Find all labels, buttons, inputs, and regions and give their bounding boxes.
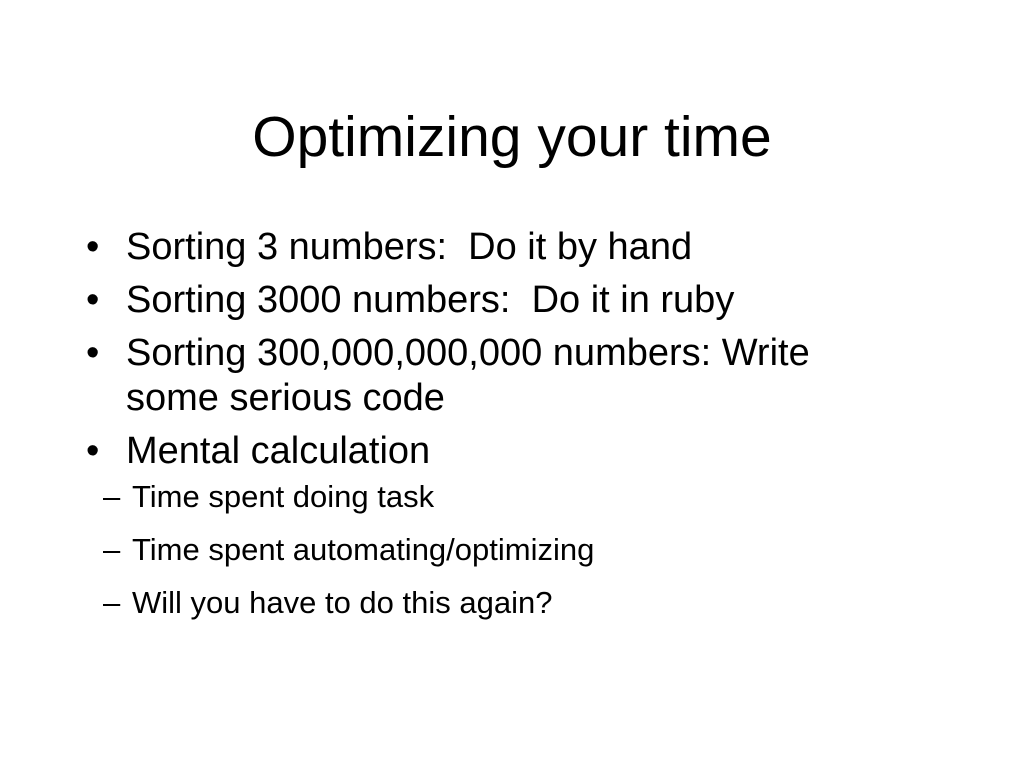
bullet-marker: • <box>86 279 100 321</box>
sub-bullet-text: Will you have to do this again? <box>132 585 553 620</box>
sub-bullet-marker: – <box>103 532 121 567</box>
sub-bullet-marker: – <box>103 479 121 514</box>
sub-bullet-item <box>86 584 986 622</box>
bullet-text: Sorting 3 numbers: Do it by hand <box>126 226 693 268</box>
bullet-marker: • <box>86 430 100 472</box>
sub-bullet-item <box>86 531 986 569</box>
bullet-item <box>86 331 846 421</box>
bullet-list <box>86 225 986 637</box>
bullet-item <box>86 225 986 270</box>
bullet-text: Mental calculation <box>126 430 431 472</box>
bullet-marker: • <box>86 226 100 268</box>
sub-bullet-list <box>103 478 986 622</box>
bullet-marker: • <box>86 332 100 374</box>
bullet-item <box>86 278 986 323</box>
bullet-text: Sorting 3000 numbers: Do it in ruby <box>126 279 735 321</box>
bullet-text: Sorting 300,000,000,000 numbers: Write some serious code <box>126 332 821 419</box>
sub-bullet-text: Time spent doing task <box>132 479 435 514</box>
sub-bullet-text: Time spent automating/optimizing <box>132 532 595 567</box>
sub-bullet-item <box>86 478 986 516</box>
bullet-item <box>86 429 986 622</box>
slide-title: Optimizing your time <box>252 105 772 169</box>
sub-bullet-marker: – <box>103 585 121 620</box>
